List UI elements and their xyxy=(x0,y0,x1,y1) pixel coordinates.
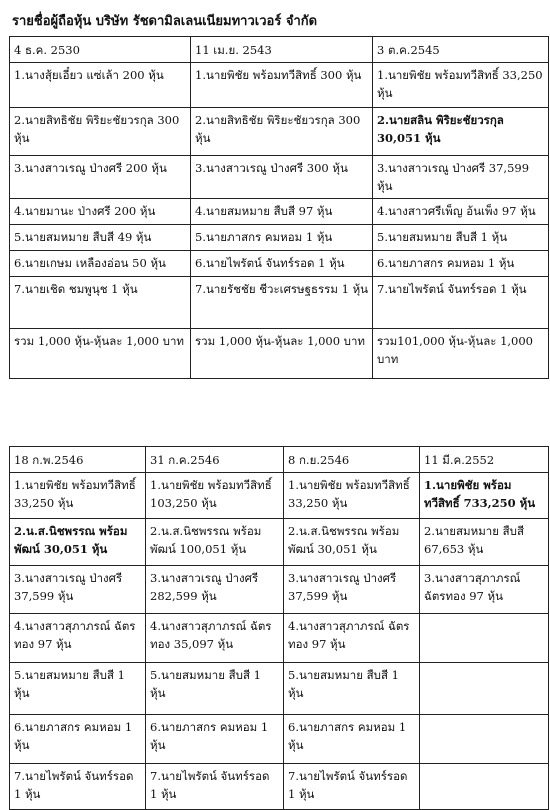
table-cell xyxy=(420,614,549,663)
shareholder-table-1 xyxy=(9,36,549,379)
table-cell: 3.นางสาวเรณู ป่างศรี 300 หุ้น xyxy=(191,156,373,199)
table-cell: 5.นายสมหมาย สืบสี 1 หุ้น xyxy=(373,225,549,251)
table-cell xyxy=(420,663,549,715)
table-row xyxy=(10,225,549,251)
table-cell: 5.นายสมหมาย สืบสี 1 หุ้น xyxy=(10,663,146,715)
table-cell xyxy=(420,764,549,810)
table-cell: 4.นางสาวสุภาภรณ์ ฉัตรทอง 97 หุ้น xyxy=(284,614,420,663)
table-row xyxy=(10,764,549,810)
table-cell: รวม101,000 หุ้น-หุ้นละ 1,000 บาท xyxy=(373,329,549,379)
page-title: รายชื่อผู้ถือหุ้น บริษัท รัชดามิลเลนเนียมทาวเวอร์ จำกัด xyxy=(12,14,318,29)
table-cell: 5.นายสมหมาย สืบสี 1 หุ้น xyxy=(284,663,420,715)
table-cell: 7.นายไพรัตน์ จันทร์รอด 1 หุ้น xyxy=(284,764,420,810)
table-row xyxy=(10,715,549,764)
table-row xyxy=(10,473,549,519)
table-cell xyxy=(420,715,549,764)
table-row xyxy=(10,519,549,566)
shareholder-table-2 xyxy=(9,446,549,810)
table-cell: 7.นายรัชชัย ชีวะเศรษฐธรรม 1 หุ้น xyxy=(191,277,373,329)
table-header-row xyxy=(10,37,549,63)
table-row xyxy=(10,108,549,156)
table-cell: 5.นายภาสกร คมหอม 1 หุ้น xyxy=(191,225,373,251)
table-header-row xyxy=(10,447,549,473)
table-cell: 4.นางสาวสุภาภรณ์ ฉัตรทอง 35,097 หุ้น xyxy=(146,614,284,663)
table-cell: 4.นายสมหมาย สืบสี 97 หุ้น xyxy=(191,199,373,225)
table-cell: 5.นายสมหมาย สืบสี 49 หุ้น xyxy=(10,225,191,251)
table-cell: 4.นางสาวสุภาภรณ์ ฉัตรทอง 97 หุ้น xyxy=(10,614,146,663)
table-cell: 2.นายสิทธิชัย พิริยะชัยวรกุล 300 หุ้น xyxy=(10,108,191,156)
table-cell: 1.นายพิชัย พร้อมทวีสิทธิ์ 33,250 หุ้น xyxy=(10,473,146,519)
table-cell: 1.นายพิชัย พร้อมทวีสิทธิ์ 33,250 หุ้น xyxy=(284,473,420,519)
table-cell: 1.นางสุ้ยเอี๋ยว แซ่เล้า 200 หุ้น xyxy=(10,63,191,108)
table-row xyxy=(10,566,549,614)
table-cell: 7.นายเชิด ชมพูนุช 1 หุ้น xyxy=(10,277,191,329)
table-cell: รวม 1,000 หุ้น-หุ้นละ 1,000 บาท xyxy=(10,329,191,379)
table-cell: 7.นายไพรัตน์ จันทร์รอด 1 หุ้น xyxy=(373,277,549,329)
table-total-row xyxy=(10,329,549,379)
header-cell: 11 มี.ค.2552 xyxy=(420,447,549,473)
table-cell: 1.นายพิชัย พร้อมทวีสิทธิ์ 733,250 หุ้น xyxy=(420,473,549,519)
table-cell: 6.นายภาสกร คมหอม 1 หุ้น xyxy=(146,715,284,764)
table-row xyxy=(10,199,549,225)
table-cell: 1.นายพิชัย พร้อมทวีสิทธิ์ 33,250 หุ้น xyxy=(373,63,549,108)
table-cell: 2.น.ส.นิชพรรณ พร้อมพัฒน์ 30,051 หุ้น xyxy=(284,519,420,566)
table-row xyxy=(10,156,549,199)
table-cell: 3.นางสาวสุภาภรณ์ ฉัตรทอง 97 หุ้น xyxy=(420,566,549,614)
table-cell: 5.นายสมหมาย สืบสี 1 หุ้น xyxy=(146,663,284,715)
table-cell: 7.นายไพรัตน์ จันทร์รอด 1 หุ้น xyxy=(10,764,146,810)
table-cell: 2.น.ส.นิชพรรณ พร้อมพัฒน์ 100,051 หุ้น xyxy=(146,519,284,566)
table-cell: 2.นายสมหมาย สืบสี 67,653 หุ้น xyxy=(420,519,549,566)
table-cell: 2.นายสลิน พิริยะชัยวรกุล 30,051 หุ้น xyxy=(373,108,549,156)
table-cell: 4.นางสาวศรีเพ็ญ อ้นเพ็ง 97 หุ้น xyxy=(373,199,549,225)
table-cell: 3.นางสาวเรณู ป่างศรี 37,599 หุ้น xyxy=(373,156,549,199)
table-row xyxy=(10,277,549,329)
header-cell: 18 ก.พ.2546 xyxy=(10,447,146,473)
table-cell: 6.นายเกษม เหลืองอ่อน 50 หุ้น xyxy=(10,251,191,277)
header-cell: 4 ธ.ค. 2530 xyxy=(10,37,191,63)
table-cell: 6.นายภาสกร คมหอม 1 หุ้น xyxy=(10,715,146,764)
header-cell: 31 ก.ค.2546 xyxy=(146,447,284,473)
table-cell: 3.นางสาวเรณู ป่างศรี 37,599 หุ้น xyxy=(284,566,420,614)
table-cell: 1.นายพิชัย พร้อมทวีสิทธิ์ 103,250 หุ้น xyxy=(146,473,284,519)
table-cell: รวม 1,000 หุ้น-หุ้นละ 1,000 บาท xyxy=(191,329,373,379)
table-cell: 6.นายภาสกร คมหอม 1 หุ้น xyxy=(284,715,420,764)
table-row xyxy=(10,251,549,277)
header-cell: 3 ต.ค.2545 xyxy=(373,37,549,63)
table-cell: 3.นางสาวเรณู ป่างศรี 200 หุ้น xyxy=(10,156,191,199)
table-row xyxy=(10,614,549,663)
header-cell: 11 เม.ย. 2543 xyxy=(191,37,373,63)
table-cell: 3.นางสาวเรณู ป่างศรี 37,599 หุ้น xyxy=(10,566,146,614)
table-row xyxy=(10,63,549,108)
table-cell: 3.นางสาวเรณู ป่างศรี 282,599 หุ้น xyxy=(146,566,284,614)
header-cell: 8 ก.ย.2546 xyxy=(284,447,420,473)
table-cell: 1.นายพิชัย พร้อมทวีสิทธิ์ 300 หุ้น xyxy=(191,63,373,108)
table-cell: 7.นายไพรัตน์ จันทร์รอด 1 หุ้น xyxy=(146,764,284,810)
table-row xyxy=(10,663,549,715)
table-cell: 6.นายไพรัตน์ จันทร์รอด 1 หุ้น xyxy=(191,251,373,277)
table-cell: 2.น.ส.นิชพรรณ พร้อมพัฒน์ 30,051 หุ้น xyxy=(10,519,146,566)
table-cell: 2.นายสิทธิชัย พิริยะชัยวรกุล 300 หุ้น xyxy=(191,108,373,156)
table-cell: 6.นายภาสกร คมหอม 1 หุ้น xyxy=(373,251,549,277)
table-cell: 4.นายมานะ ป่างศรี 200 หุ้น xyxy=(10,199,191,225)
